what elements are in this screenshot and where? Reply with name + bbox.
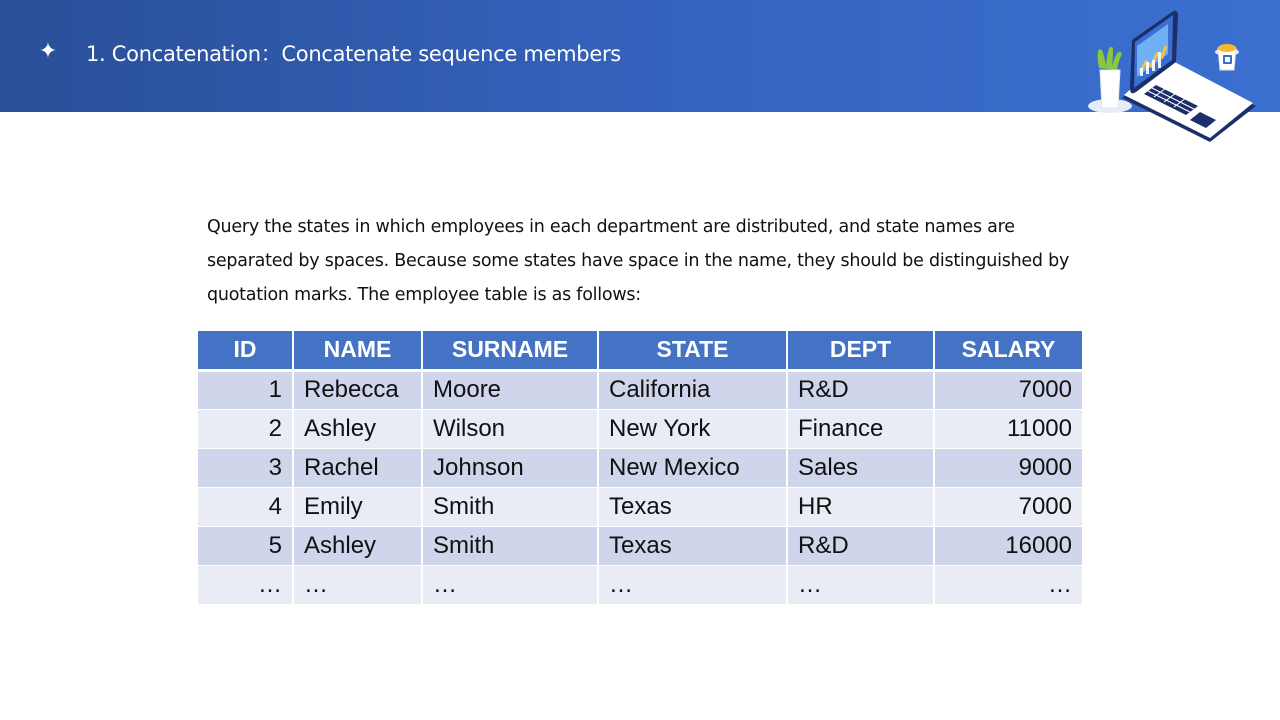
- cell-name: Ashley: [293, 409, 422, 448]
- cell-id: 1: [198, 370, 293, 409]
- cell-name: …: [293, 565, 422, 604]
- cell-id: 2: [198, 409, 293, 448]
- intro-paragraph: Query the states in which employees in each department are distributed, and state names are separated by spaces. Because some states have space in the name, they should be distinguished by quotation marks. The employee table is as follows:: [207, 217, 1070, 305]
- cell-surname: Moore: [422, 370, 598, 409]
- cell-surname: …: [422, 565, 598, 604]
- cell-dept: HR: [787, 487, 934, 526]
- table-row: [198, 565, 1082, 604]
- cell-surname: Smith: [422, 526, 598, 565]
- cell-id: 5: [198, 526, 293, 565]
- cell-dept: Sales: [787, 448, 934, 487]
- table-row: [198, 370, 1082, 409]
- cell-salary: 7000: [934, 487, 1082, 526]
- cell-surname: Johnson: [422, 448, 598, 487]
- cell-dept: Finance: [787, 409, 934, 448]
- cell-id: 4: [198, 487, 293, 526]
- column-header-name: NAME: [293, 331, 422, 370]
- cell-dept: R&D: [787, 370, 934, 409]
- cell-name: Ashley: [293, 526, 422, 565]
- cell-surname: Smith: [422, 487, 598, 526]
- cell-state: …: [598, 565, 787, 604]
- cell-surname: Wilson: [422, 409, 598, 448]
- cell-id: …: [198, 565, 293, 604]
- table-row: [198, 526, 1082, 565]
- column-header-state: STATE: [598, 331, 787, 370]
- slide-title: 1. Concatenation：Concatenate sequence members: [86, 42, 621, 66]
- cell-salary: …: [934, 565, 1082, 604]
- cell-dept: R&D: [787, 526, 934, 565]
- table-header-row: [198, 331, 1082, 370]
- table-row: [198, 487, 1082, 526]
- cell-salary: 9000: [934, 448, 1082, 487]
- cell-name: Rachel: [293, 448, 422, 487]
- employee-table: [198, 331, 1082, 605]
- cell-state: Texas: [598, 487, 787, 526]
- cell-state: New York: [598, 409, 787, 448]
- laptop-illustration-icon: [1082, 2, 1262, 144]
- cell-salary: 11000: [934, 409, 1082, 448]
- column-header-salary: SALARY: [934, 331, 1082, 370]
- cell-state: New Mexico: [598, 448, 787, 487]
- column-header-dept: DEPT: [787, 331, 934, 370]
- cell-state: Texas: [598, 526, 787, 565]
- column-header-id: ID: [198, 331, 293, 370]
- cell-dept: …: [787, 565, 934, 604]
- sparkle-icon: ✦: [38, 39, 58, 64]
- cell-name: Rebecca: [293, 370, 422, 409]
- cell-salary: 16000: [934, 526, 1082, 565]
- column-header-surname: SURNAME: [422, 331, 598, 370]
- cell-id: 3: [198, 448, 293, 487]
- table-row: [198, 448, 1082, 487]
- cell-state: California: [598, 370, 787, 409]
- cell-salary: 7000: [934, 370, 1082, 409]
- cell-name: Emily: [293, 487, 422, 526]
- table-row: [198, 409, 1082, 448]
